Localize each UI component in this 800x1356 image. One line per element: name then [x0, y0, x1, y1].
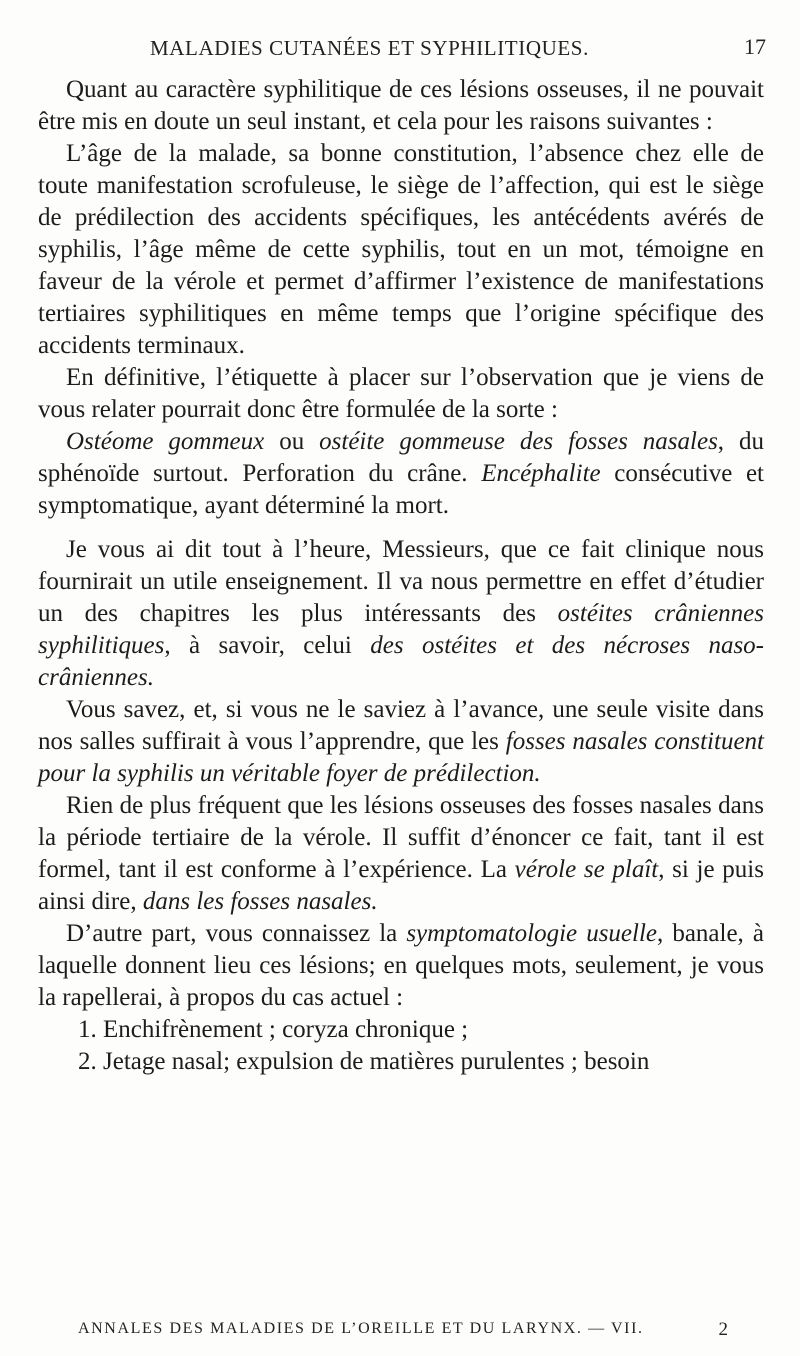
text-run: L’âge de la malade, sa bonne constitution, l’absence chez elle de toute manifestation scrofuleuse, le siège de l’affection, qui est le siège de prédilection des accidents spécifiques, les antécédents avérés de syphilis, l’âge même de cette syphilis, tout en un mot, témoigne en faveur de la vérole et permet d’affirmer l’existence de manifestations tertiaires syphilitiques en même temps que l’origine spécifique des accidents terminaux.	[38, 140, 764, 359]
paragraph-p1	[38, 74, 764, 138]
page-header	[38, 36, 768, 66]
body-text	[38, 74, 764, 1078]
italic-run: des ostéites et des nécroses naso-crâniennes.	[38, 632, 764, 691]
text-run: consécutive et symptomatique, ayant déterminé la mort.	[38, 460, 764, 519]
paragraph-p7	[38, 790, 764, 918]
running-head: MALADIES CUTANÉES ET SYPHILITIQUES.	[150, 36, 589, 60]
text-run: Vous savez, et, si vous ne le saviez à l’avance, une seule visite dans nos salles suffirait à vous l’apprendre, que les	[38, 696, 764, 755]
text-run: Rien de plus fréquent que les lésions osseuses des fosses nasales dans la période tertiaire de la vérole. Il suffit d’énoncer ce fait, tant il est formel, tant il est conforme à l’expérience. La	[38, 792, 764, 883]
text-run: En définitive, l’étiquette à placer sur l’observation que je viens de vous relater pourrait donc être formulée de la sorte :	[38, 364, 764, 423]
italic-run: fosses nasales constituent pour la syphilis un véritable foyer de prédilection.	[38, 728, 764, 787]
italic-run: Ostéome gommeux	[66, 428, 265, 455]
paragraph-container	[38, 74, 764, 1014]
text-run: , à savoir, celui	[164, 632, 371, 659]
text-run: , banale, à laquelle donnent lieu ces lésions; en quelques mots, seulement, je vous la rapellerai, à propos du cas actuel :	[38, 920, 764, 1011]
italic-run: ostéites crâniennes syphilitiques	[38, 600, 765, 659]
page-number: 17	[744, 34, 766, 59]
text-run: , du sphénoïde surtout. Perforation du crâne.	[38, 428, 764, 487]
paragraph-p2	[38, 138, 764, 362]
journal-title: ANNALES DES MALADIES DE L’OREILLE ET DU LARYNX. — VII.	[78, 1320, 644, 1337]
paragraph-p5	[38, 534, 764, 694]
paragraph-p6	[38, 694, 764, 790]
paragraph-p8	[38, 918, 764, 1014]
text-run: D’autre part, vous connaissez la	[66, 920, 407, 947]
paragraph-p3	[38, 362, 764, 426]
page-footer	[78, 1320, 728, 1344]
italic-run: symptomatologie usuelle	[406, 920, 658, 947]
italic-run: ostéite gommeuse des fosses nasales	[319, 428, 718, 455]
italic-run: Encéphalite	[481, 460, 601, 487]
text-run: Je vous ai dit tout à l’heure, Messieurs, que ce fait clinique nous fournirait un utile enseignement. Il va nous permettre en effet d’étudier un des chapitres les plus intéressants des	[38, 536, 764, 627]
text-run: , si je puis ainsi dire,	[38, 856, 764, 915]
paragraph-p4	[38, 426, 764, 522]
list-item: 1. Enchifrènement ; coryza chronique ;	[78, 1016, 469, 1043]
signature-mark: 2	[718, 1319, 728, 1340]
text-run: ou	[264, 428, 320, 455]
italic-run: dans les fosses nasales.	[142, 888, 378, 915]
list-item: 2. Jetage nasal; expulsion de matières purulentes ; besoin	[78, 1048, 650, 1075]
symptom-list	[38, 1014, 764, 1078]
text-run: Quant au caractère syphilitique de ces lésions osseuses, il ne pouvait être mis en doute un seul instant, et cela pour les raisons suivantes :	[38, 76, 764, 135]
italic-run: vérole se plaît	[514, 856, 659, 883]
